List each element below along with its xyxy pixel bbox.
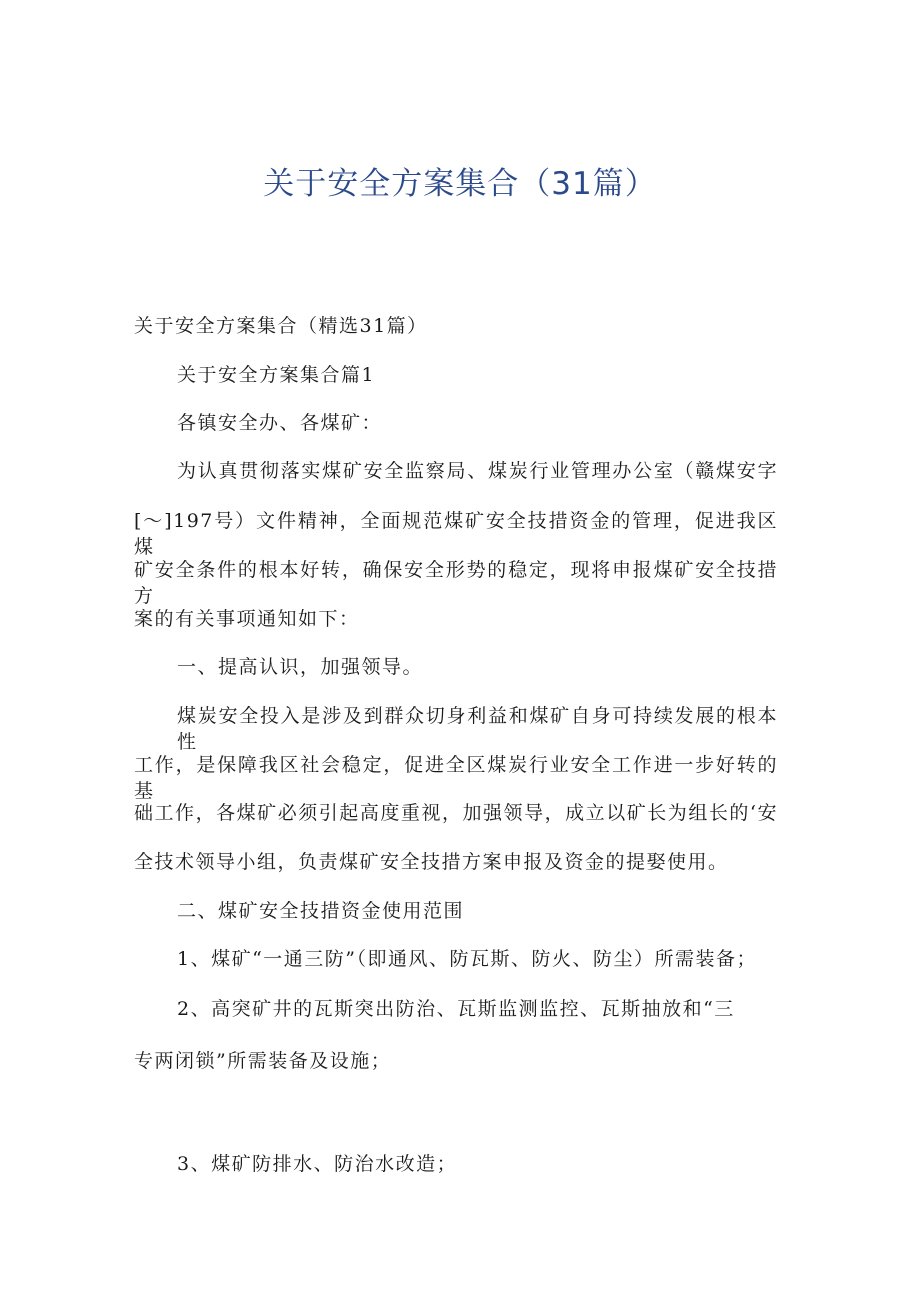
section-heading: 关于安全方案集合篇1 — [177, 364, 376, 386]
list-item-1: 1、煤矿“一通三防”（即通风、防瓦斯、防火、防尘）所需装备； — [177, 948, 758, 970]
paragraph-1-line-3: 矿安全条件的根本好转，确保安全形势的稳定，现将申报煤矿安全技措方 — [134, 559, 778, 607]
heading-2: 二、煤矿安全技措资金使用范围 — [177, 900, 465, 922]
heading-1: 一、提高认识，加强领导。 — [177, 656, 424, 678]
salutation: 各镇安全办、各煤矿： — [177, 412, 383, 434]
paragraph-1-line-4: 案的有关事项通知如下： — [134, 608, 360, 630]
paragraph-1-line-2: [～]197号）文件精神，全面规范煤矿安全技措资金的管理，促进我区煤 — [134, 510, 778, 558]
list-item-2-line-2: 专两闭锁”所需装备及设施； — [134, 1050, 392, 1072]
document-subtitle: 关于安全方案集合（精选31篇） — [134, 315, 428, 337]
paragraph-2-line-2: 工作，是保障我区社会稳定，促进全区煤炭行业安全工作进一步好转的基 — [134, 754, 778, 802]
paragraph-2-line-4: 全技术领导小组，负责煤矿安全技措方案申报及资金的提娶使用。 — [134, 851, 729, 873]
list-item-3: 3、煤矿防排水、防治水改造； — [177, 1153, 458, 1175]
list-item-2-line-1: 2、高突矿井的瓦斯突出防治、瓦斯监测监控、瓦斯抽放和“三 — [177, 998, 735, 1020]
document-title: 关于安全方案集合（31篇） — [263, 166, 657, 202]
paragraph-1-line-1: 为认真贯彻落实煤矿安全监察局、煤炭行业管理办公室（赣煤安字 — [177, 460, 778, 482]
paragraph-2-line-1: 煤炭安全投入是涉及到群众切身利益和煤矿自身可持续发展的根本性 — [177, 705, 778, 753]
paragraph-2-line-3: 础工作，各煤矿必须引起高度重视，加强领导，成立以矿长为组长的‘安 — [134, 802, 778, 824]
